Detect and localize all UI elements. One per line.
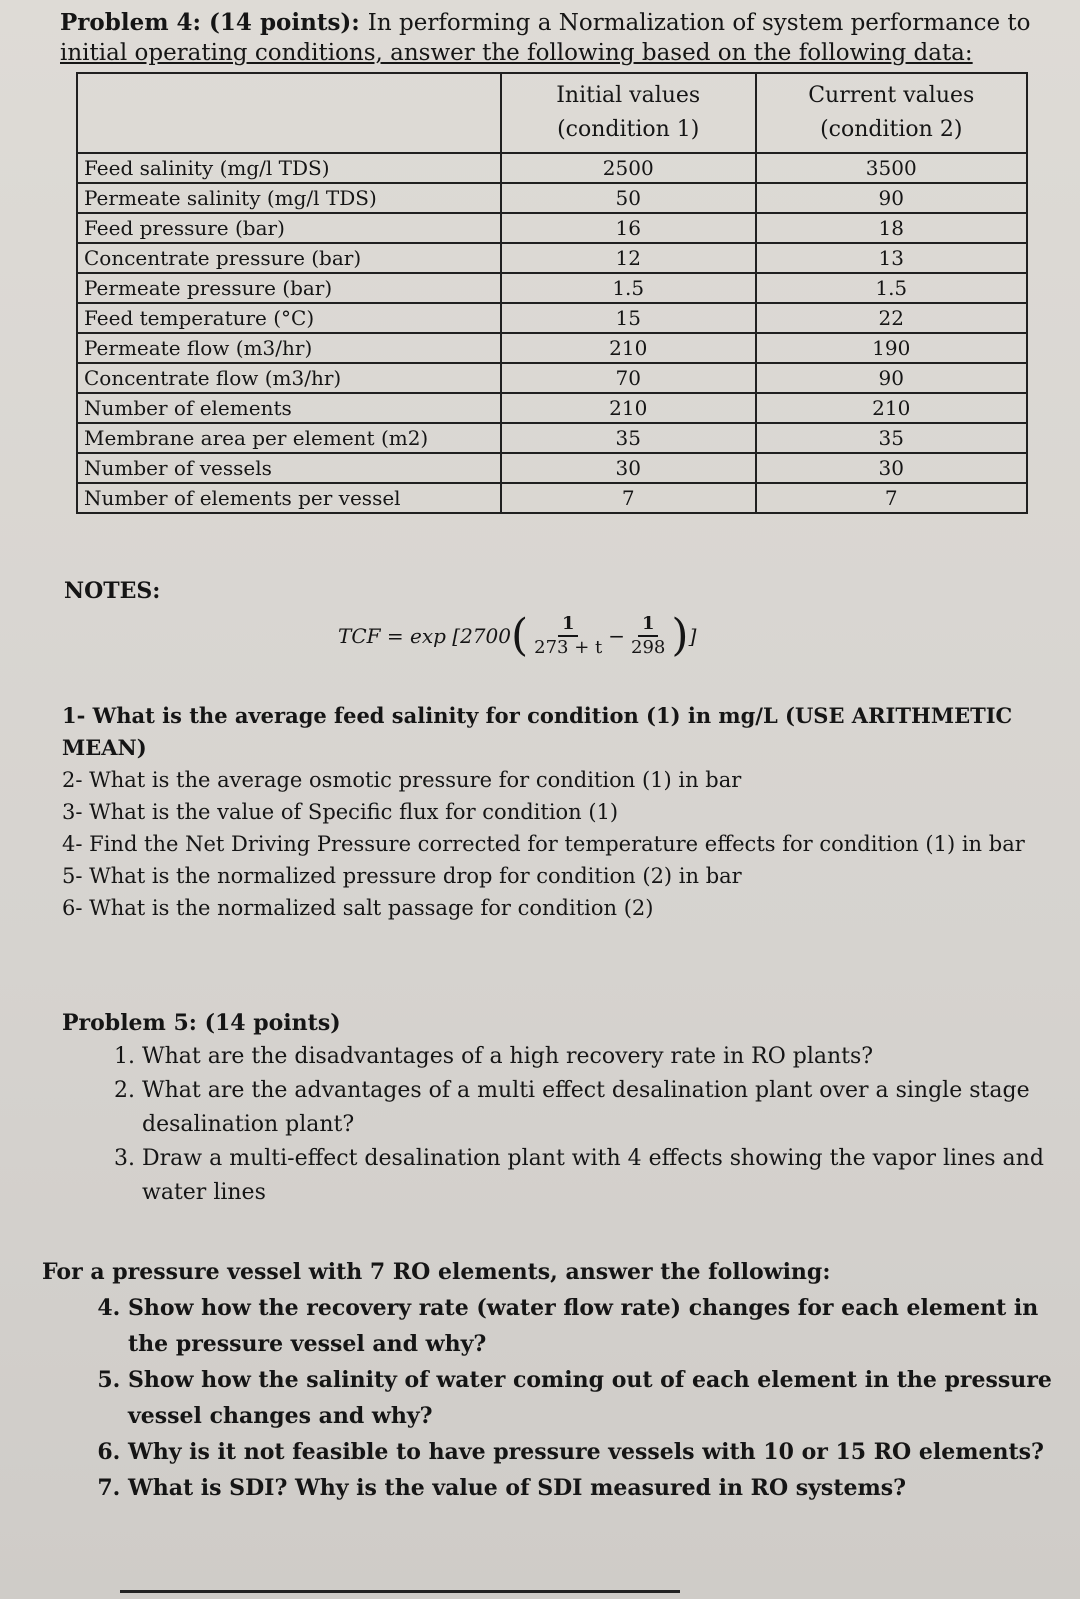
initial-value-cell: 35 — [501, 423, 756, 453]
initial-value-cell: 1.5 — [501, 273, 756, 303]
formula-minus: − — [608, 624, 626, 648]
current-value-cell: 210 — [756, 393, 1028, 423]
problem5-item: 1. What are the disadvantages of a high recovery rate in RO plants? — [142, 1040, 1072, 1074]
formula-close-bracket: ] — [688, 624, 697, 648]
fraction-1 — [534, 613, 602, 659]
problem4-label: Problem 4: (14 points): — [60, 9, 360, 36]
initial-value-cell: 70 — [501, 363, 756, 393]
current-value-cell: 13 — [756, 243, 1028, 273]
current-value-cell: 90 — [756, 363, 1028, 393]
current-value-cell: 90 — [756, 183, 1028, 213]
initial-value-cell: 7 — [501, 483, 756, 513]
initial-value-cell: 12 — [501, 243, 756, 273]
header-current-values: Current values (condition 2) — [756, 73, 1028, 153]
problem5-item: 2. What are the advantages of a multi effect desalination plant over a single stage desalination plant? — [142, 1074, 1072, 1142]
vessel-question-item: 6. Why is it not feasible to have pressure vessels with 10 or 15 RO elements? — [128, 1434, 1072, 1470]
pressure-vessel-title: For a pressure vessel with 7 RO elements, answer the following: — [42, 1259, 831, 1285]
current-value-cell: 1.5 — [756, 273, 1028, 303]
row-label: Permeate pressure (bar) — [77, 273, 501, 303]
formula-lhs: TCF = exp [2700 — [338, 624, 511, 648]
initial-value-cell: 50 — [501, 183, 756, 213]
close-paren: ) — [671, 610, 689, 661]
problem4-heading — [60, 8, 1050, 68]
fraction-1-denominator: 273 + t — [534, 637, 603, 658]
bottom-rule — [120, 1590, 680, 1593]
open-paren: ( — [510, 610, 529, 661]
table-row — [77, 423, 1027, 453]
problem5-item: 3. Draw a multi-effect desalination plant with 4 effects showing the vapor lines and water lines — [142, 1142, 1072, 1210]
table-row — [77, 273, 1027, 303]
table-row — [77, 453, 1027, 483]
problem4-questions — [62, 700, 1052, 924]
table-row — [77, 303, 1027, 333]
row-label: Number of elements — [77, 393, 501, 423]
current-value-cell: 190 — [756, 333, 1028, 363]
fraction-2 — [631, 613, 665, 659]
initial-value-cell: 30 — [501, 453, 756, 483]
current-value-cell: 3500 — [756, 153, 1028, 183]
header-blank — [77, 73, 501, 153]
problem4-intro-line2: initial operating conditions, answer the following based on the following data: — [60, 40, 973, 66]
current-value-cell: 35 — [756, 423, 1028, 453]
fraction-1-numerator: 1 — [558, 613, 579, 637]
row-label: Concentrate flow (m3/hr) — [77, 363, 501, 393]
row-label: Number of vessels — [77, 453, 501, 483]
current-value-cell: 30 — [756, 453, 1028, 483]
current-value-cell: 22 — [756, 303, 1028, 333]
initial-value-cell: 210 — [501, 393, 756, 423]
question-item: 2- What is the average osmotic pressure for condition (1) in bar — [62, 768, 742, 792]
table-row — [77, 213, 1027, 243]
table-row — [77, 183, 1027, 213]
vessel-question-item: 5. Show how the salinity of water coming out of each element in the pressure vessel changes and why? — [128, 1362, 1072, 1434]
table-row — [77, 483, 1027, 513]
tcf-formula — [338, 606, 696, 666]
problem5-section — [62, 1006, 1072, 1210]
row-label: Feed temperature (°C) — [77, 303, 501, 333]
vessel-question-item: 4. Show how the recovery rate (water flow rate) changes for each element in the pressure vessel and why? — [128, 1290, 1072, 1362]
row-label: Concentrate pressure (bar) — [77, 243, 501, 273]
header-initial-values: Initial values (condition 1) — [501, 73, 756, 153]
table-row — [77, 393, 1027, 423]
row-label: Permeate flow (m3/hr) — [77, 333, 501, 363]
data-table — [76, 72, 1028, 514]
question-item: 3- What is the value of Specific flux for condition (1) — [62, 800, 619, 824]
fraction-2-numerator: 1 — [638, 613, 659, 637]
notes-label: NOTES: — [64, 578, 161, 604]
question-item: 6- What is the normalized salt passage for condition (2) — [62, 896, 654, 920]
question-item: 5- What is the normalized pressure drop for condition (2) in bar — [62, 864, 742, 888]
row-label: Permeate salinity (mg/l TDS) — [77, 183, 501, 213]
pressure-vessel-section — [42, 1254, 1072, 1506]
row-label: Membrane area per element (m2) — [77, 423, 501, 453]
table-row — [77, 243, 1027, 273]
fraction-2-denominator: 298 — [631, 637, 666, 658]
initial-value-cell: 210 — [501, 333, 756, 363]
row-label: Feed pressure (bar) — [77, 213, 501, 243]
current-value-cell: 7 — [756, 483, 1028, 513]
current-value-cell: 18 — [756, 213, 1028, 243]
table-body — [77, 153, 1027, 513]
row-label: Feed salinity (mg/l TDS) — [77, 153, 501, 183]
initial-value-cell: 16 — [501, 213, 756, 243]
table-row — [77, 363, 1027, 393]
vessel-question-item: 7. What is SDI? Why is the value of SDI measured in RO systems? — [128, 1470, 1072, 1506]
table-header-row — [77, 73, 1027, 153]
initial-value-cell: 2500 — [501, 153, 756, 183]
problem4-intro-line1: In performing a Normalization of system performance to — [367, 10, 1031, 36]
question-item: 1- What is the average feed salinity for condition (1) in mg/L (USE ARITHMETIC MEAN) — [62, 703, 1013, 760]
row-label: Number of elements per vessel — [77, 483, 501, 513]
table-row — [77, 333, 1027, 363]
problem5-title: Problem 5: (14 points) — [62, 1010, 341, 1036]
initial-value-cell: 15 — [501, 303, 756, 333]
table-row — [77, 153, 1027, 183]
question-item: 4- Find the Net Driving Pressure corrected for temperature effects for condition (1) in bar — [62, 832, 1025, 856]
